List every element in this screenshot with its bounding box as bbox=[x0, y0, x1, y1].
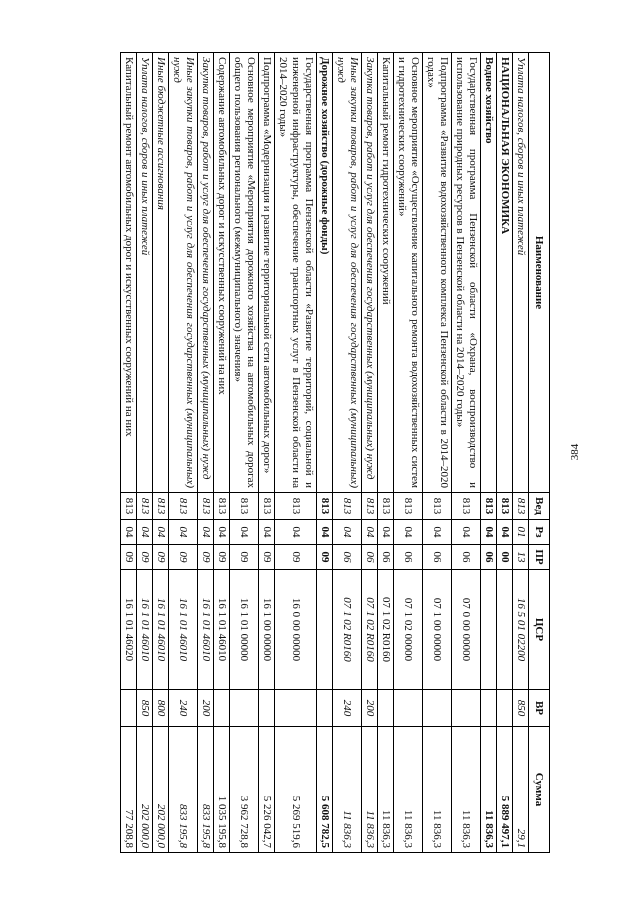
cell-vr: 200 bbox=[362, 690, 378, 727]
table-row bbox=[452, 53, 481, 853]
cell-csr: 07 1 02 R0160 bbox=[362, 570, 378, 690]
cell-ved: 813 bbox=[214, 493, 230, 520]
cell-name: НАЦИОНАЛЬНАЯ ЭКОНОМИКА bbox=[497, 53, 513, 493]
table-row bbox=[275, 53, 317, 853]
cell-csr: 16 1 00 00000 bbox=[259, 570, 275, 690]
cell-vr bbox=[230, 690, 259, 727]
cell-csr: 07 1 02 R0160 bbox=[378, 570, 394, 690]
cell-ved: 813 bbox=[378, 493, 394, 520]
cell-name: Основное мероприятие «Осуществление капитального ремонта водохозяйственных систем и гидротехнических сооружений» bbox=[394, 53, 423, 493]
cell-sum: 3 962 728,8 bbox=[230, 727, 259, 853]
cell-pr: 06 bbox=[481, 545, 497, 570]
cell-csr bbox=[317, 570, 333, 690]
cell-ved: 813 bbox=[169, 493, 198, 520]
cell-rz: 04 bbox=[230, 520, 259, 545]
cell-csr: 07 1 02 00000 bbox=[394, 570, 423, 690]
cell-sum: 202 000,0 bbox=[137, 727, 153, 853]
table-row bbox=[497, 53, 513, 853]
cell-vr bbox=[275, 690, 317, 727]
cell-name: Закупка товаров, работ и услуг для обеспечения государственных (муниципальных) нужд bbox=[362, 53, 378, 493]
cell-csr: 16 1 01 46020 bbox=[121, 570, 137, 690]
cell-vr: 850 bbox=[137, 690, 153, 727]
table-row bbox=[153, 53, 169, 853]
cell-rz: 04 bbox=[378, 520, 394, 545]
cell-ved: 813 bbox=[452, 493, 481, 520]
cell-name: Иные закупки товаров, работ и услуг для обеспечения государственных (муниципальных) нужд bbox=[169, 53, 198, 493]
cell-rz: 04 bbox=[452, 520, 481, 545]
cell-name: Иные бюджетные ассигнования bbox=[153, 53, 169, 493]
cell-rz: 04 bbox=[121, 520, 137, 545]
cell-sum: 5 226 042,7 bbox=[259, 727, 275, 853]
cell-rz: 04 bbox=[481, 520, 497, 545]
table-row bbox=[333, 53, 362, 853]
cell-pr: 06 bbox=[423, 545, 452, 570]
cell-rz: 04 bbox=[198, 520, 214, 545]
table-row bbox=[169, 53, 198, 853]
cell-csr: 16 0 00 00000 bbox=[275, 570, 317, 690]
cell-ved: 813 bbox=[423, 493, 452, 520]
cell-sum: 202 000,0 bbox=[153, 727, 169, 853]
cell-rz: 04 bbox=[333, 520, 362, 545]
cell-ved: 813 bbox=[497, 493, 513, 520]
header-pr: ПР bbox=[529, 545, 550, 570]
cell-csr: 16 1 01 46010 bbox=[169, 570, 198, 690]
cell-pr: 09 bbox=[317, 545, 333, 570]
cell-ved: 813 bbox=[198, 493, 214, 520]
cell-sum: 11 836,3 bbox=[452, 727, 481, 853]
cell-sum: 1 035 195,8 bbox=[214, 727, 230, 853]
table-row bbox=[378, 53, 394, 853]
table-row bbox=[198, 53, 214, 853]
cell-name: Закупка товаров, работ и услуг для обеспечения государственных (муниципальных) нужд bbox=[198, 53, 214, 493]
cell-name: Государственная программа Пензенской области «Развитие территорий, социальной и инженерной инфраструктуры, обеспечение транспортных услуг в Пензенской области на 2014–2020 годы» bbox=[275, 53, 317, 493]
cell-name: Капитальный ремонт автомобильных дорог и искусственных сооружений на них bbox=[121, 53, 137, 493]
cell-rz: 04 bbox=[423, 520, 452, 545]
cell-vr: 240 bbox=[169, 690, 198, 727]
cell-name: Содержание автомобильных дорог и искусственных сооружений на них bbox=[214, 53, 230, 493]
cell-csr: 07 1 00 00000 bbox=[423, 570, 452, 690]
cell-rz: 04 bbox=[137, 520, 153, 545]
cell-pr: 00 bbox=[497, 545, 513, 570]
cell-vr bbox=[481, 690, 497, 727]
table-row bbox=[137, 53, 153, 853]
cell-ved: 813 bbox=[230, 493, 259, 520]
cell-pr: 09 bbox=[121, 545, 137, 570]
table-header-row bbox=[529, 53, 550, 853]
cell-vr bbox=[259, 690, 275, 727]
cell-csr bbox=[497, 570, 513, 690]
cell-vr bbox=[394, 690, 423, 727]
table-row bbox=[513, 53, 529, 853]
cell-rz: 04 bbox=[497, 520, 513, 545]
cell-vr bbox=[452, 690, 481, 727]
cell-sum: 11 836,3 bbox=[423, 727, 452, 853]
cell-ved: 813 bbox=[362, 493, 378, 520]
cell-pr: 09 bbox=[214, 545, 230, 570]
cell-pr: 09 bbox=[137, 545, 153, 570]
cell-pr: 09 bbox=[198, 545, 214, 570]
cell-pr: 09 bbox=[259, 545, 275, 570]
cell-csr: 07 0 00 00000 bbox=[452, 570, 481, 690]
cell-csr: 16 1 01 46010 bbox=[214, 570, 230, 690]
table-row bbox=[423, 53, 452, 853]
header-sum: Сумма bbox=[529, 727, 550, 853]
table-row bbox=[259, 53, 275, 853]
cell-rz: 04 bbox=[153, 520, 169, 545]
cell-rz: 01 bbox=[513, 520, 529, 545]
cell-pr: 09 bbox=[169, 545, 198, 570]
cell-pr: 09 bbox=[153, 545, 169, 570]
cell-sum: 77 208,8 bbox=[121, 727, 137, 853]
cell-sum: 5 269 519,6 bbox=[275, 727, 317, 853]
cell-vr: 240 bbox=[333, 690, 362, 727]
cell-name: Водное хозяйство bbox=[481, 53, 497, 493]
cell-csr: 16 1 01 00000 bbox=[230, 570, 259, 690]
cell-vr: 200 bbox=[198, 690, 214, 727]
cell-sum: 5 608 782,5 bbox=[317, 727, 333, 853]
cell-vr bbox=[378, 690, 394, 727]
cell-name: Уплата налогов, сборов и иных платежей bbox=[137, 53, 153, 493]
cell-ved: 813 bbox=[275, 493, 317, 520]
cell-vr bbox=[214, 690, 230, 727]
cell-sum: 11 836,3 bbox=[333, 727, 362, 853]
budget-table-container bbox=[90, 52, 550, 852]
cell-name: Подпрограмма «Развитие водохозяйственного комплекса Пензенской области в 2014–2020 годах» bbox=[423, 53, 452, 493]
cell-rz: 04 bbox=[362, 520, 378, 545]
cell-vr bbox=[317, 690, 333, 727]
cell-pr: 06 bbox=[362, 545, 378, 570]
cell-pr: 06 bbox=[394, 545, 423, 570]
cell-sum: 11 836,3 bbox=[481, 727, 497, 853]
cell-sum: 833 195,8 bbox=[198, 727, 214, 853]
cell-name: Иные закупки товаров, работ и услуг для обеспечения государственных (муниципальных) нужд bbox=[333, 53, 362, 493]
cell-ved: 813 bbox=[137, 493, 153, 520]
cell-ved: 813 bbox=[333, 493, 362, 520]
cell-pr: 06 bbox=[452, 545, 481, 570]
cell-ved: 813 bbox=[394, 493, 423, 520]
cell-vr bbox=[121, 690, 137, 727]
cell-vr: 800 bbox=[153, 690, 169, 727]
cell-rz: 04 bbox=[214, 520, 230, 545]
cell-pr: 09 bbox=[230, 545, 259, 570]
cell-name: Основное мероприятие «Мероприятия дорожного хозяйства на автомобильных дорогах общего пользования регионального (межмуниципального) значения» bbox=[230, 53, 259, 493]
cell-csr: 07 1 02 R0160 bbox=[333, 570, 362, 690]
cell-name: Капитальный ремонт гидротехнических сооружений bbox=[378, 53, 394, 493]
cell-ved: 813 bbox=[121, 493, 137, 520]
table-row bbox=[317, 53, 333, 853]
cell-sum: 29,1 bbox=[513, 727, 529, 853]
table-row bbox=[214, 53, 230, 853]
cell-csr: 16 5 01 02200 bbox=[513, 570, 529, 690]
cell-ved: 813 bbox=[259, 493, 275, 520]
cell-csr bbox=[481, 570, 497, 690]
header-vr: ВР bbox=[529, 690, 550, 727]
cell-sum: 833 195,8 bbox=[169, 727, 198, 853]
header-csr: ЦСР bbox=[529, 570, 550, 690]
cell-rz: 04 bbox=[317, 520, 333, 545]
header-name: Наименование bbox=[529, 53, 550, 493]
cell-csr: 16 1 01 46010 bbox=[198, 570, 214, 690]
cell-ved: 813 bbox=[317, 493, 333, 520]
cell-ved: 813 bbox=[513, 493, 529, 520]
budget-table bbox=[120, 52, 550, 853]
cell-rz: 04 bbox=[394, 520, 423, 545]
cell-rz: 04 bbox=[259, 520, 275, 545]
table-row bbox=[481, 53, 497, 853]
table-row bbox=[394, 53, 423, 853]
cell-name: Государственная программа Пензенской области «Охрана, воспроизводство и использование природных ресурсов в Пензенской области на 2014–2020 годы» bbox=[452, 53, 481, 493]
cell-pr: 13 bbox=[513, 545, 529, 570]
cell-vr bbox=[497, 690, 513, 727]
cell-vr: 850 bbox=[513, 690, 529, 727]
cell-sum: 11 836,3 bbox=[362, 727, 378, 853]
cell-sum: 5 889 497,1 bbox=[497, 727, 513, 853]
cell-vr bbox=[423, 690, 452, 727]
cell-pr: 06 bbox=[333, 545, 362, 570]
cell-name: Дорожное хозяйство (дорожные фонды) bbox=[317, 53, 333, 493]
cell-ved: 813 bbox=[481, 493, 497, 520]
cell-rz: 04 bbox=[169, 520, 198, 545]
cell-name: Подпрограмма «Модернизация и развитие территориальной сети автомобильных дорог» bbox=[259, 53, 275, 493]
cell-pr: 09 bbox=[275, 545, 317, 570]
table-row bbox=[362, 53, 378, 853]
cell-ved: 813 bbox=[153, 493, 169, 520]
cell-sum: 11 836,3 bbox=[394, 727, 423, 853]
table-row bbox=[121, 53, 137, 853]
cell-csr: 16 1 01 46010 bbox=[137, 570, 153, 690]
cell-name: Уплата налогов, сборов и иных платежей bbox=[513, 53, 529, 493]
header-rz: Рз bbox=[529, 520, 550, 545]
header-ved: Вед bbox=[529, 493, 550, 520]
page-number: 384 bbox=[569, 443, 581, 461]
cell-sum: 11 836,3 bbox=[378, 727, 394, 853]
table-row bbox=[230, 53, 259, 853]
cell-rz: 04 bbox=[275, 520, 317, 545]
cell-csr: 16 1 01 46010 bbox=[153, 570, 169, 690]
cell-pr: 06 bbox=[378, 545, 394, 570]
